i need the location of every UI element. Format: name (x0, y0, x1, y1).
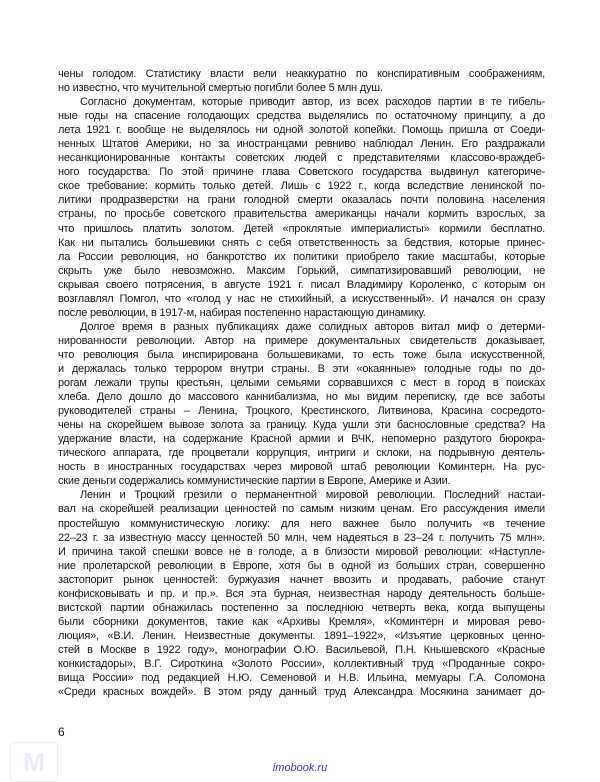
text-line: удержание власти, на содержание Красной армии и ВЧК, непомерно раздутого бюрокра- (58, 433, 545, 446)
text-line: рогам лежали трупы крестьян, целыми семьями сорвавшихся с мест в город в поисках (58, 377, 545, 390)
text-line: были сборники документов, такие как «Архивы Кремля», «Коминтерн и мировая рево- (58, 615, 545, 628)
text-line: Согласно документам, которые приводит автор, из всех расходов партии в те гибель- (80, 96, 545, 109)
text-line: Долгое время в разных публикациях даже солидных авторов витал миф о детерми- (80, 320, 545, 333)
text-line: и держалась только террором внутри страны. В эти «окаянные» голодные годы по до- (58, 362, 545, 375)
text-line: после революции, в 1917-м, набирая постепенно нарастающую динамику. (58, 306, 426, 319)
text-line: лета 1921 г. вообще не выделялось ни одной золотой копейки. Помощь пришла от Соеди- (58, 124, 545, 137)
text-line: конфисковывать и пр. и пр.». Вся эта бурная, неизвестная народу деятельность больше- (58, 587, 545, 600)
text-line: что пришлось платить золотом. Детей «проклятые империалисты» кормили бесплатно. (58, 222, 545, 235)
text-line: страны, по просьбе советского правительства американцы начали кормить взрослых, за (58, 208, 545, 221)
text-line: ское требование: кормить только детей. Лишь с 1922 г., когда вследствие ленинской по- (58, 180, 545, 193)
text-line: Ленин и Троцкий грезили о перманентной мировой революции. Последний настаи- (80, 489, 545, 502)
text-line: несанкционированные контакты советских людей с представителями классово-враждеб- (58, 152, 545, 165)
page-body-text (58, 67, 545, 699)
text-line: ные годы на спасение голодающих средства выделялись по остаточному принципу, а до (58, 110, 545, 123)
text-line: но известно, что мучительной смертью погибли более 5 млн душ. (58, 82, 383, 95)
text-line: возглавлял Помгол, что «голод у нас не стихийный, а искусственный». И начался он сразу (58, 292, 545, 305)
text-line: вистской партии обнажилась постепенно за последнюю четверть века, когда выпущены (58, 601, 545, 614)
text-line: чены на скорейшем вывозе золота за границу. Куда ушли эти баснословные средства? На (58, 419, 545, 432)
paragraph (58, 67, 545, 95)
text-line: люция», «В.И. Ленин. Неизвестные документы. 1891–1922», «Изъятие церковных ценно- (58, 629, 545, 642)
text-line: скрыть уже было невозможно. Максим Горький, симпатизировавший революции, не (58, 264, 545, 277)
text-line: ного государства. По этой причине глава Советского государства выдвинул категориче- (58, 166, 545, 179)
text-line: вал на скорейшей реализации ценностей по самым низким ценам. Его рассуждения имели (58, 503, 545, 516)
text-line: скрывая своего потрясения, в августе 1921 г. писал Владимиру Короленко, с которым он (58, 278, 545, 291)
logo-icon: M (23, 746, 45, 777)
text-line: стей в Москве в 1922 году», монографии О.Ю. Васильевой, П.Н. Кнышевского «Красные (58, 643, 545, 656)
text-line: Как ни пытались большевики снять с себя ответственность за бедствия, которые принес- (58, 236, 545, 249)
text-line: ность в иностранных государствах через мировой штаб революции Коминтерн. На рус- (58, 461, 545, 474)
text-line: ские деньги содержались коммунистические партии в Европе, Америке и Азии. (58, 475, 451, 488)
text-line: что революция была инспирирована большевиками, то есть тоже была искусственной, (58, 348, 545, 361)
paragraph (58, 320, 545, 489)
text-line: ние пролетарской революции в Европе, хотя бы в одной из больших стран, совершенно (58, 559, 545, 572)
paragraph (58, 95, 545, 320)
paragraph (58, 488, 545, 699)
footer-site-link[interactable]: imobook.ru (272, 762, 328, 774)
text-line: простейшую коммунистическую логику: для него важнее было получить «в течение (58, 517, 545, 530)
text-line: тического аппарата, где процветали коррупция, интриги и склоки, на подрывную деятель- (58, 447, 545, 460)
text-line: хлеба. Дело дошло до массового каннибализма, но мы видим переписку, где все заботы (58, 391, 545, 404)
text-line: 22–23 г. за известную массу ценностей 50 млн, чем надеяться в 23–24 г. получить 75 млн». (58, 531, 545, 544)
text-line: «Среди красных вождей». В этом ряду данный труд Александра Мосякина занимает до- (58, 686, 545, 699)
text-line: руководителей страны – Ленина, Троцкого, Крестинского, Литвинова, Красина сосредото- (58, 405, 545, 418)
text-line: нированности революции. Автор на примере документальных свидетельств доказывает, (58, 334, 545, 347)
text-line: ненных Штатов Америки, но за иностранцами ревниво наблюдал Ленин. Его раздражали (58, 138, 545, 151)
text-line: литики продразверстки на грани голодной смерти оказалась почти половина населения (58, 194, 545, 207)
text-line: И причина такой спешки вовсе не в голоде, а в близости мировой революции: «Наступле- (58, 545, 545, 558)
text-line: застопорит рынок ценностей: буржуазия начнет ввозить и продавать, рабочие станут (58, 573, 545, 586)
page-number: 6 (58, 725, 65, 739)
text-line: конкистадоры», В.Г. Сироткина «Золото России», коллективный труд «Проданные сокро- (58, 657, 545, 670)
text-line: чены голодом. Статистику власти вели неаккуратно по конспиративным соображениям, (58, 68, 545, 80)
text-line: ла России революция, но банкротство их политики приобрело такие масштабы, которые (58, 250, 545, 263)
text-line: вища России» под редакцией Н.Ю. Семеновой и Н.В. Ильина, мемуары Г.А. Соломона (58, 672, 545, 685)
